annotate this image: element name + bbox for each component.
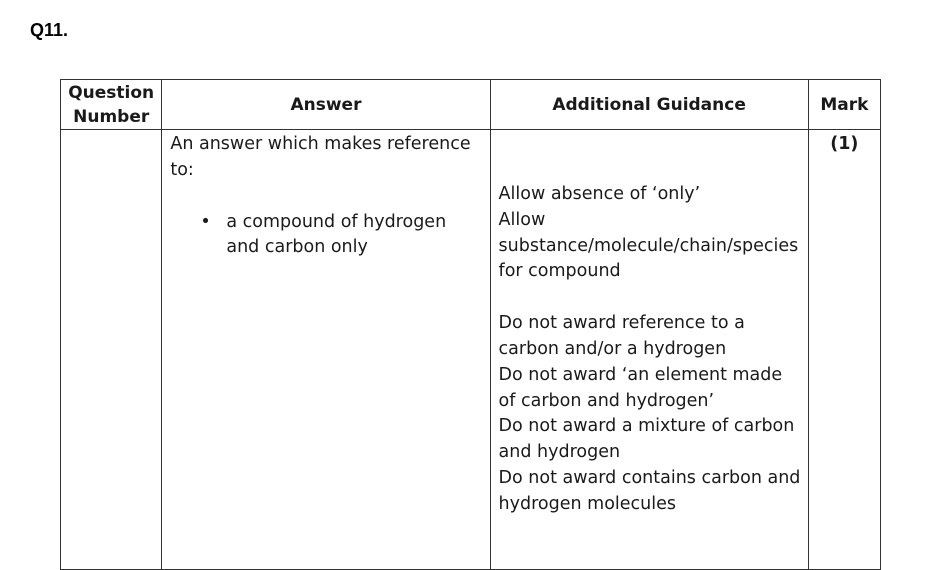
answer-point xyxy=(200,210,481,262)
guidance-spacer xyxy=(499,285,802,311)
question-label: Q11. xyxy=(30,20,69,40)
answer-points-list xyxy=(170,210,481,262)
mark-cell: (1) xyxy=(808,130,880,570)
header-mark: Mark xyxy=(808,80,880,130)
header-question-number: Question Number xyxy=(61,80,162,130)
guidance-do-not-award-line: Do not award reference to a carbon and/or a hydrogen xyxy=(498,313,745,359)
header-answer: Answer xyxy=(162,80,490,130)
answer-intro: An answer which makes reference to: xyxy=(170,134,471,180)
mark-scheme-table xyxy=(60,79,881,570)
guidance-do-not-award-line: Do not award a mixture of carbon and hydrogen xyxy=(498,416,795,463)
table-row xyxy=(61,130,881,570)
question-number-cell xyxy=(61,130,162,570)
answer-point-text: a compound of hydrogen and carbon only xyxy=(226,211,447,258)
guidance-do-not-award-line: Do not award contains carbon and hydrogen molecules xyxy=(498,467,801,514)
guidance-allow-line: Allow absence of ‘only’ xyxy=(498,184,701,204)
guidance-do-not-award-line: Do not award ‘an element made of carbon and hydrogen’ xyxy=(498,364,783,411)
guidance-allow-line: Allow substance/molecule/chain/species for compound xyxy=(498,209,799,282)
header-additional-guidance: Additional Guidance xyxy=(490,80,808,130)
guidance-cell xyxy=(490,130,808,570)
answer-cell xyxy=(162,130,490,570)
bullet-icon: • xyxy=(200,211,211,232)
table-header-row xyxy=(61,80,881,130)
